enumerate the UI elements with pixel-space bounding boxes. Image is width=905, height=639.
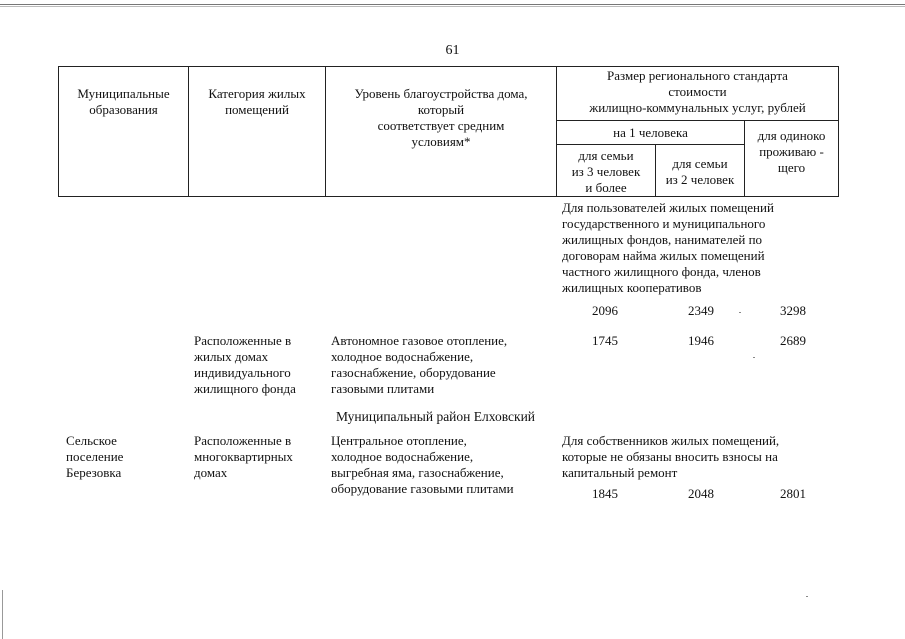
header-level-label: Уровень благоустройства дома, который соответствует средним условиям* [354,86,528,149]
scan-edge-line [0,6,905,7]
row3-family2-value: 2048 [688,486,714,501]
scan-edge-line [0,4,905,5]
header-category-label: Категория жилых помещений [208,86,306,117]
scan-speck [753,357,755,358]
row2-level: Автономное газовое отопление, холодное водоснабжение, газоснабжение, оборудование газовыми плитами [331,333,508,396]
row1-family2-value: 2349 [688,303,714,318]
row2-category: Расположенные в жилых домах индивидуального жилищного фонда [194,333,296,396]
header-single-label: для одиноко проживаю - щего [757,128,826,175]
page-number: 61 [445,43,460,58]
scan-speck [739,312,741,313]
row2-family2-value: 1946 [688,333,714,348]
scan-edge-line [2,590,3,639]
row3-single-value: 2801 [780,486,806,501]
owners-note: Для собственников жилых помещений, которые не обязаны вносить взносы на капитальный ремонт [562,433,780,480]
header-standard-label: Размер регионального стандарта стоимости жилищно-коммунальных услуг, рублей [589,68,806,115]
header-municipality-label: Муниципальные образования [77,86,170,117]
header-family3-label: для семьи из 3 человек и более [571,148,641,195]
header-family2-label: для семьи из 2 человек [665,156,735,187]
row3-category: Расположенные в многоквартирных домах [194,433,293,480]
district-heading: Муниципальный район Елховский [336,409,536,424]
row3-family3-value: 1845 [592,486,618,501]
row3-level: Центральное отопление, холодное водоснабжение, выгребная яма, газоснабжение, оборудование газовыми плитами [331,433,514,496]
row2-single-value: 2689 [780,333,806,348]
row1-single-value: 3298 [780,303,806,318]
row1-family3-value: 2096 [592,303,618,318]
row3-municipality: Сельское поселение Березовка [66,433,124,480]
users-note: Для пользователей жилых помещений государственного и муниципального жилищных фондов, нанимателей по договорам найма жилых помещений частного жилищного фонда, членов жилищных кооперативов [562,200,774,295]
row2-family3-value: 1745 [592,333,618,348]
scan-speck [806,596,808,597]
header-per-person-label: на 1 человека [613,125,688,140]
